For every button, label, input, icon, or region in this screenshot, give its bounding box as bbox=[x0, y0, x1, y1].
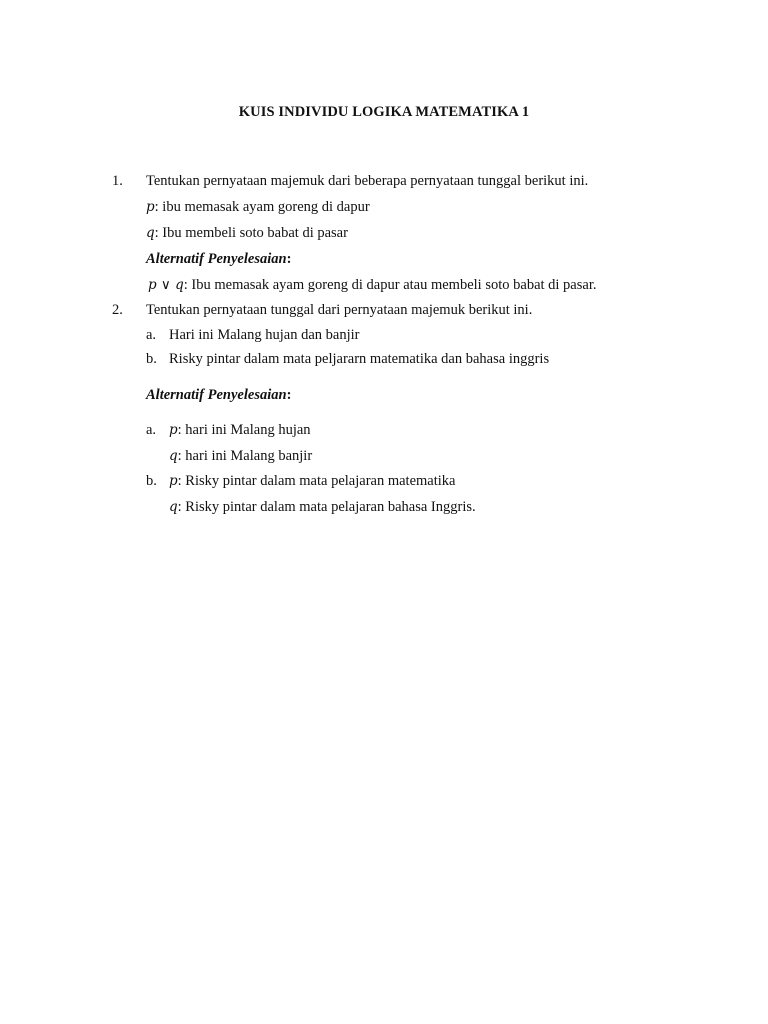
answer-a-p-text: : hari ini Malang hujan bbox=[177, 422, 311, 438]
question-1-number: 1. bbox=[112, 173, 123, 189]
statement-q-text: : Ibu membeli soto babat di pasar bbox=[154, 225, 348, 241]
question-2-item-a-text: Hari ini Malang hujan dan banjir bbox=[169, 327, 360, 343]
answer-a-letter: a. bbox=[146, 422, 157, 438]
page-title: KUIS INDIVIDU LOGIKA MATEMATIKA 1 bbox=[238, 104, 530, 120]
question-2-number: 2. bbox=[112, 302, 123, 318]
question-1-solution-answer bbox=[148, 276, 596, 294]
question-2-item-a-letter: a. bbox=[146, 327, 157, 343]
question-2-prompt: Tentukan pernyataan tunggal dari pernyataan majemuk berikut ini. bbox=[146, 302, 533, 318]
variable-q: q bbox=[146, 225, 155, 241]
variable-p: p bbox=[169, 422, 178, 438]
question-1-statement-q bbox=[146, 224, 348, 242]
solution-colon: : bbox=[286, 387, 292, 403]
variable-p: p bbox=[146, 199, 155, 215]
solution-colon: : bbox=[286, 251, 292, 267]
answer-b-letter: b. bbox=[146, 473, 157, 489]
answer-a-q-text: : hari ini Malang banjir bbox=[177, 448, 313, 464]
question-2-solution-heading bbox=[146, 386, 291, 404]
compound-expression: p ∨ q bbox=[148, 277, 184, 293]
variable-q: q bbox=[169, 499, 178, 515]
variable-p: p bbox=[169, 473, 178, 489]
answer-b-statement-q bbox=[169, 498, 476, 516]
question-2-item-b-text: Risky pintar dalam mata peljararn matematika dan bahasa inggris bbox=[169, 351, 550, 367]
variable-q: q bbox=[169, 448, 178, 464]
answer-b-statement-p bbox=[169, 472, 455, 490]
question-1-statement-p bbox=[146, 198, 370, 216]
question-1-prompt: Tentukan pernyataan majemuk dari beberapa pernyataan tunggal berikut ini. bbox=[146, 173, 589, 189]
answer-b-p-text: : Risky pintar dalam mata pelajaran matematika bbox=[177, 473, 456, 489]
solution-label: Alternatif Penyelesaian bbox=[146, 251, 287, 267]
answer-a-statement-p bbox=[169, 421, 311, 439]
compound-answer-text: : Ibu memasak ayam goreng di dapur atau membeli soto babat di pasar. bbox=[183, 277, 597, 293]
question-1-solution-heading bbox=[146, 250, 291, 268]
question-2-item-b-letter: b. bbox=[146, 351, 157, 367]
answer-b-q-text: : Risky pintar dalam mata pelajaran bahasa Inggris. bbox=[177, 499, 476, 515]
answer-a-statement-q bbox=[169, 447, 312, 465]
solution-label: Alternatif Penyelesaian bbox=[146, 387, 287, 403]
statement-p-text: : ibu memasak ayam goreng di dapur bbox=[154, 199, 370, 215]
